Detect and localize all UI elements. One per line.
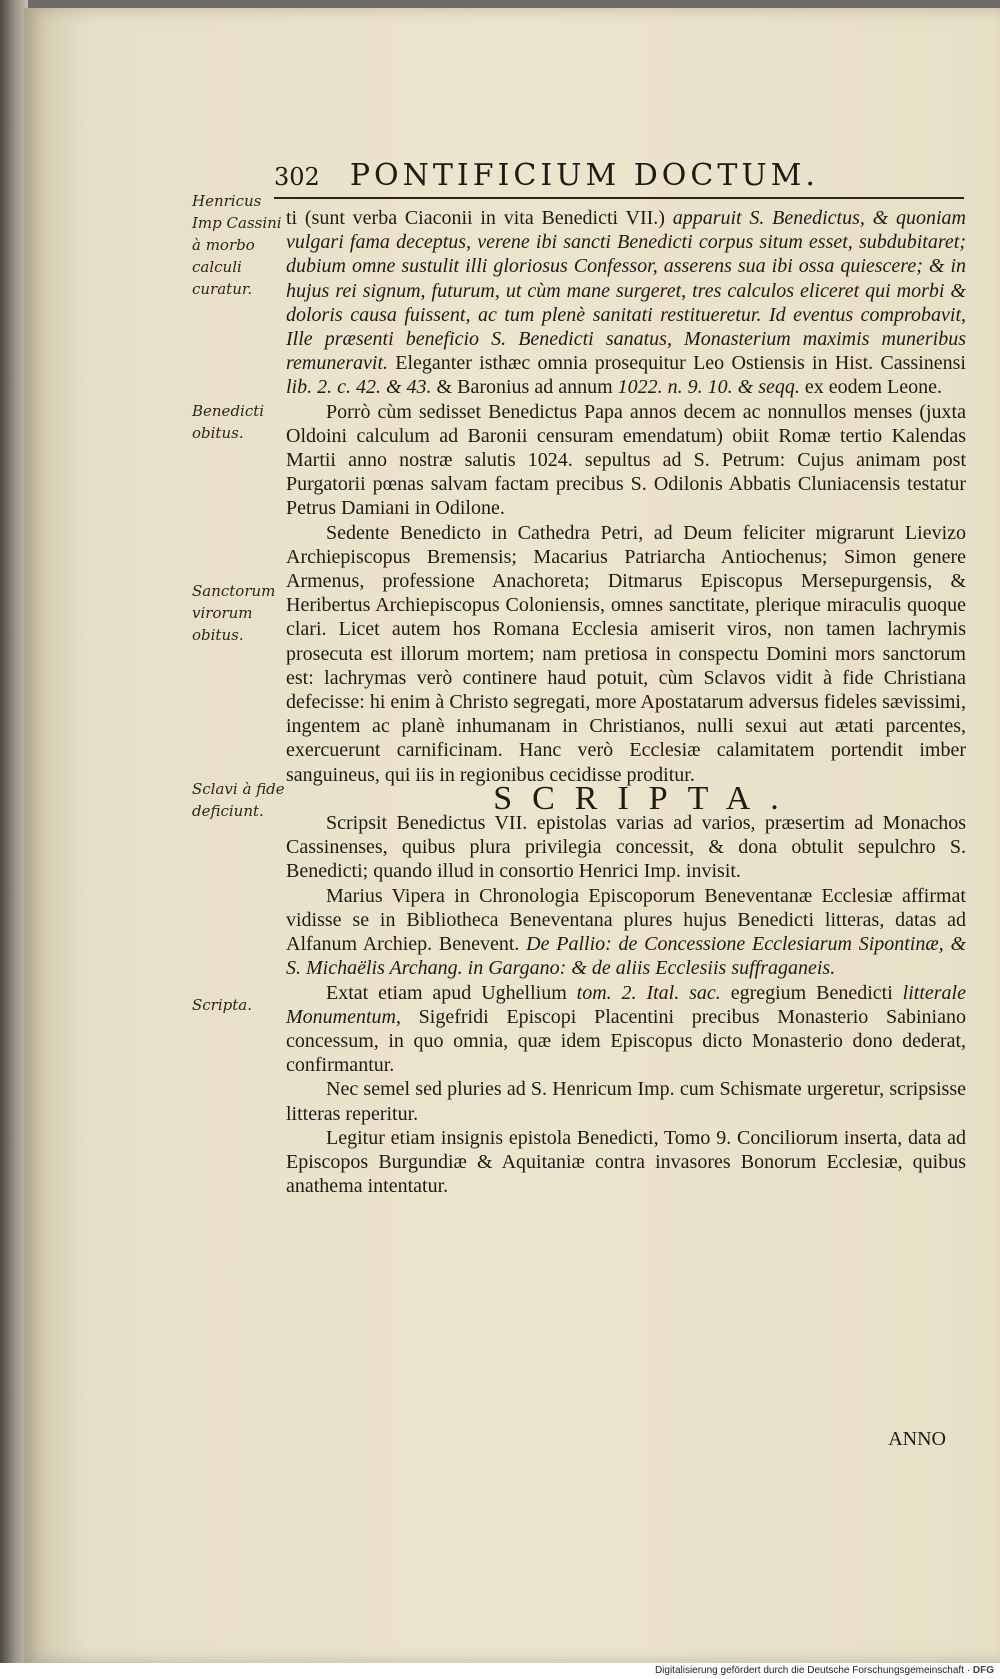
body-text [286, 206, 966, 1198]
section-heading: SCRIPTA. [493, 779, 799, 817]
running-title: PONTIFICIUM DOCTUM. [349, 158, 819, 193]
margin-note-saints: Sanctorum virorum obitus. [192, 582, 276, 644]
citation: lib. 2. c. 42. & 43. [286, 376, 432, 399]
text-run: Extat etiam apud Ughellium [326, 981, 577, 1004]
paragraph-4: Scripsit Benedictus VII. epistolas varias ad varios, præsertim ad Monachos Cassinenses, quibus plura privilegia concessit, & dona obtulit sepulchro S. Benedicti; quando illud in consortio Henrici Imp. invisit. [286, 812, 966, 883]
text-run-italic: De Pallio: de Concessione Ecclesiarum Sipontinæ, & S. Michaëlis Archang. in Gargano: & de aliis Ecclesiis suffraganeis. [286, 933, 967, 980]
paragraph-1 [286, 206, 966, 400]
footer-text: Digitalisierung gefördert durch die Deutsche Forschungsgemeinschaft · [654, 1665, 973, 1676]
paragraph-3: Sedente Benedicto in Cathedra Petri, ad Deum feliciter migrarunt Lievizo Archiepiscopus Bremensis; Macarius Patriarcha Antiochenus; Simon genere Armenus, professione Anachoreta; Ditmarus Episcopus Mersepurgensis, & Heribertus Archiepiscopus Coloniensis, omnes sanctitate, plerique miraculis quoque clari. Licet autem hos Romana Ecclesia amiserit viros, non tamen lachrymis prosecuta est illorum mortem; nam pretiosa in conspectu Domini mors sanctorum est: lachrymas verò continere haud potuit, cùm Sclavos vidit à fide Christiana defecisse: hi enim à Christo segregati, more Apostatarum adversus fideles sævissimi, ingentem ac planè inhumanam in Christianos, nulli sexui aut ætati parcentes, exercuerunt carnificinam. Hanc verò Ecclesiæ calamitatem portendit imber sanguineus, qui iis in regionibus cecidisse proditur. [286, 521, 966, 786]
text-run: egregium Benedicti [720, 981, 903, 1004]
dfg-logo: DFG [972, 1665, 994, 1676]
citation: tom. 2. Ital. sac. [576, 981, 721, 1004]
text-run-italic: litterale Monumentum [286, 981, 966, 1028]
paragraph-8: Legitur etiam insignis epistola Benedicti, Tomo 9. Conciliorum inserta, data ad Episcopos Burgundiæ & Aquitaniæ contra invasores Bonorum Ecclesiæ, quibus anathema intentatur. [286, 1126, 966, 1198]
citation: 1022. n. 9. 10. & seqq. [617, 376, 800, 399]
paragraph-5 [286, 884, 966, 981]
text-run: Eleganter isthæc omnia prosequitur Leo Ostiensis in Hist. Cassinensi [388, 352, 966, 375]
digitization-footer [0, 1663, 1000, 1679]
margin-note-healing: Henricus Imp Cassini à morbo calculi curatur. [192, 192, 282, 298]
page-header [274, 158, 964, 199]
catchword: ANNO [888, 1428, 946, 1450]
text-run: ti (sunt verba Ciaconii in vita Benedicti VII.) [286, 207, 673, 229]
paragraph-2: Porrò cùm sedisset Benedictus Papa annos decem ac nonnullos menses (juxta Oldoini calculum ad Baronii censuram emendatum) obiit Romæ tertio Kalendas Martii anno nostræ salutis 1024. sepultus ad S. Petrum: Cujus animam post Purgatorii pœnas salvam factam precibus S. Odilonis Abbatis Cluniacensis testatur Petrus Damiani in Odilone. [286, 400, 966, 520]
paragraph-7: Nec semel sed pluries ad S. Henricum Imp. cum Schismate urgeretur, scripsisse litteras reperitur. [286, 1078, 966, 1125]
text-run: , Sigefridi Episcopi Placentini precibus Monasterio Sabiniano concessum, in quo omnia, quæ idem Episcopus dicto Monasterio dono dederat, confirmantur. [286, 1005, 966, 1077]
text-run-italic: apparuit S. Benedictus, & quoniam vulgari fama deceptus, verene ibi sancti Benedicti corpus situm esset, subdubitaret; dubium omne sustulit illi gloriosus Confessor, asserens sua ibi ossa quiescere; & in hujus rei signum, futurum, ut cùm mane surgeret, tres calculos eliceret qui morbi & doloris causa fuissent, ac tum plenè sanitati restitueretur. Id eventus comprobavit, Ille præsenti beneficio S. Benedicti sanatus, Monasterium maximis muneribus remuneravit. [286, 207, 966, 375]
margin-note-scripta: Scripta. [192, 996, 252, 1014]
book-page [24, 8, 1000, 1663]
text-run: Marius Vipera in Chronologia Episcoporum Beneventanæ Ecclesiæ affirmat vidisse se in Bibliotheca Beneventana plures hujus Benedicti litteras, datas ad Alfanum Archiep. Benevent. [286, 884, 966, 956]
paragraph-6 [286, 981, 966, 1078]
text-run: ex eodem Leone. [799, 376, 943, 399]
page-number: 302 [274, 163, 320, 191]
margin-note-death: Benedicti obitus. [192, 402, 265, 442]
text-run: & Baronius ad annum [431, 376, 618, 399]
margin-note-sclavi: Sclavi à fide deficiunt. [192, 780, 285, 820]
